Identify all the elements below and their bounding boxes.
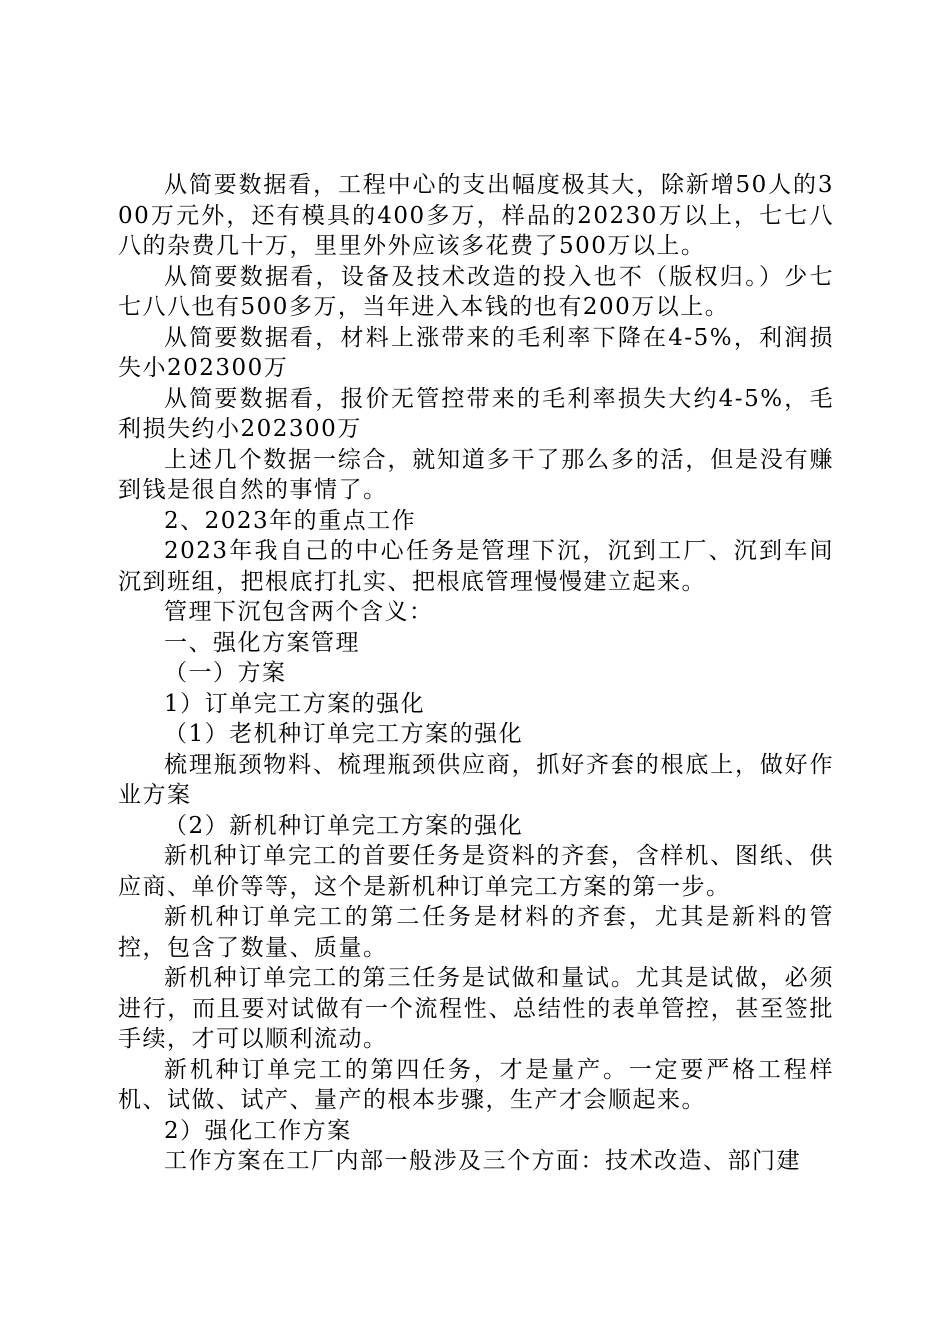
- paragraph-new-model-first: 新机种订单完工的首要任务是资料的齐套，含样机、图纸、供应商、单价等等，这个是新机种订单完工方案的第一步。: [118, 843, 834, 900]
- heading-order-plan: 1）订单完工方案的强化: [164, 690, 426, 717]
- heading-old-model: （1）老机种订单完工方案的强化: [164, 721, 524, 747]
- paragraph-material-price: 从简要数据看，材料上涨带来的毛利率下降在4-5%，利润损失小202300万: [118, 324, 834, 381]
- heading-work-plan: 2）强化工作方案: [164, 1117, 352, 1144]
- heading-strengthen-plan: 一、强化方案管理: [164, 629, 360, 656]
- paragraph-central-task: 2023年我自己的中心任务是管理下沉，沉到工厂、沉到车间沉到班组，把根底打扎实、把根底管理慢慢建立起来。: [118, 538, 834, 595]
- paragraph-two-meanings: 管理下沉包含两个含义：: [164, 599, 434, 625]
- paragraph-work-plan: 工作方案在工厂内部一般涉及三个方面：技术改造、部门建: [164, 1148, 801, 1174]
- section-heading-2023-work: 2、2023年的重点工作: [164, 507, 417, 534]
- paragraph-summary: 上述几个数据一综合，就知道多干了那么多的活，但是没有赚到钱是很自然的事情了。: [118, 446, 834, 503]
- heading-new-model: （2）新机种订单完工方案的强化: [164, 812, 524, 839]
- paragraph-old-model: 梳理瓶颈物料、梳理瓶颈供应商，抓好齐套的根底上，做好作业方案: [118, 751, 834, 808]
- heading-plan: （一）方案: [164, 660, 287, 686]
- paragraph-quotation-loss: 从简要数据看，报价无管控带来的毛利率损失大约4-5%，毛利损失约小202300万: [118, 385, 834, 442]
- paragraph-new-model-fourth: 新机种订单完工的第四任务，才是量产。一定要严格工程样机、试做、试产、量产的根本步骤，生产才会顺起来。: [118, 1056, 834, 1113]
- paragraph-new-model-third: 新机种订单完工的第三任务是试做和量试。尤其是试做，必须进行，而且要对试做有一个流程性、总结性的表单管控，甚至签批手续，才可以顺利流动。: [118, 965, 834, 1052]
- paragraph-spending-engineering: 从简要数据看，工程中心的支出幅度极其大，除新增50人的300万元外，还有模具的400多万，样品的20230万以上，七七八八的杂费几十万，里里外外应该多花费了500万以上。: [118, 172, 834, 259]
- document-body: [118, 170, 834, 1177]
- paragraph-new-model-second: 新机种订单完工的第二任务是材料的齐套，尤其是新料的管控，包含了数量、质量。: [118, 904, 834, 961]
- paragraph-equipment-investment: 从简要数据看，设备及技术改造的投入也不（版权归。）少七七八八也有500多万，当年进入本钱的也有200万以上。: [118, 263, 834, 320]
